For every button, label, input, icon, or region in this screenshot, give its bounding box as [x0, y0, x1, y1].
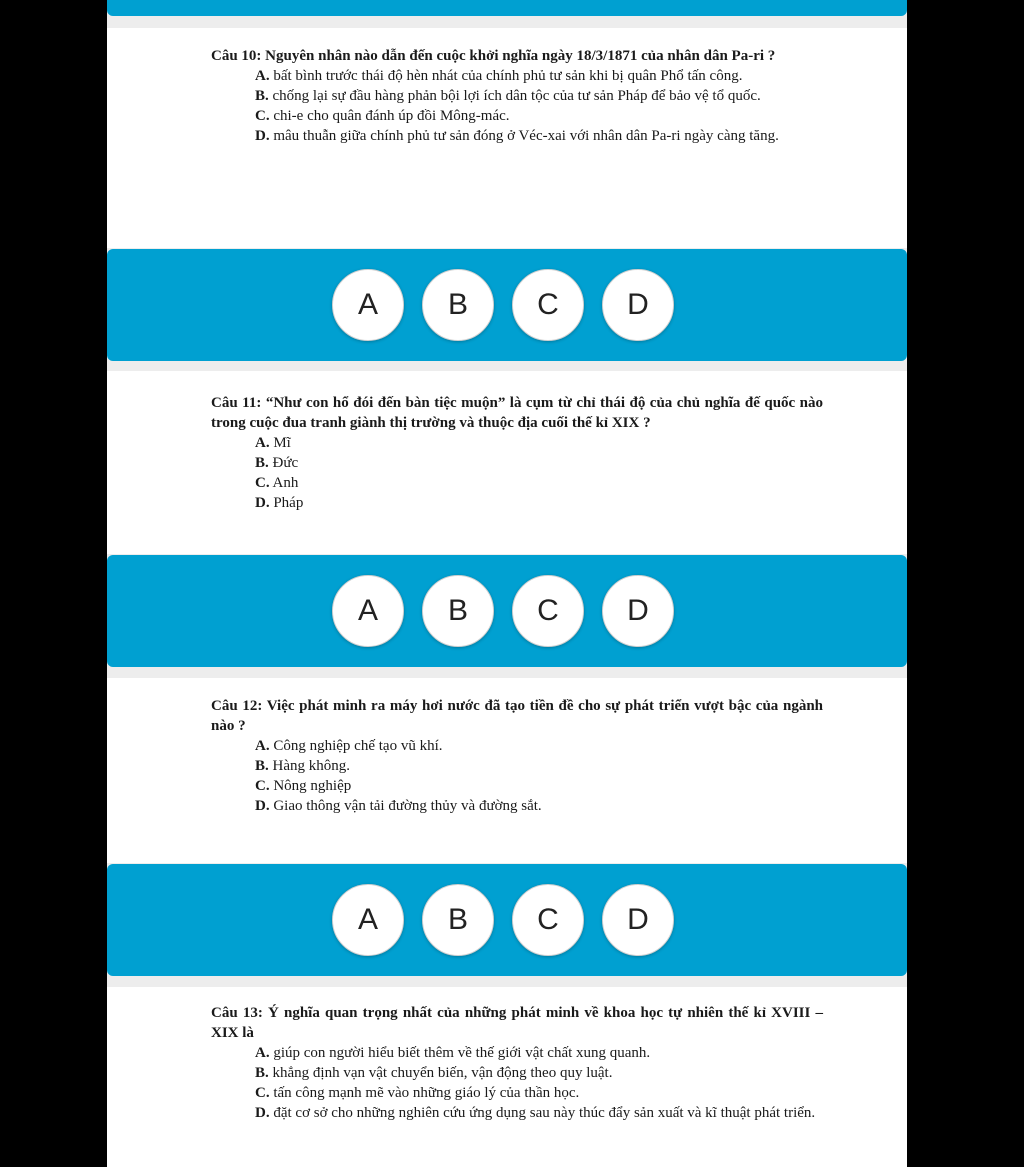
option-text: mâu thuẫn giữa chính phủ tư sản đóng ở Véc-xai với nhân dân Pa-ri ngày càng tăng.	[273, 128, 779, 144]
option-letter: B.	[255, 455, 269, 471]
answer-button-c[interactable]: C	[512, 575, 584, 647]
option-text: tấn công mạnh mẽ vào những giáo lý của thần học.	[273, 1085, 580, 1101]
question-card-12	[107, 678, 907, 863]
option-text: đặt cơ sở cho những nghiên cứu ứng dụng sau này thúc đẩy sản xuất và kĩ thuật phát triển.	[273, 1105, 816, 1121]
question-title	[211, 46, 823, 66]
option-c	[211, 106, 823, 126]
option-letter: B.	[255, 758, 269, 774]
answer-choices	[332, 884, 674, 956]
option-text: chống lại sự đầu hàng phản bội lợi ích dân tộc của tư sản Pháp để bảo vệ tổ quốc.	[272, 88, 761, 104]
option-letter: A.	[255, 68, 270, 84]
option-text: Hàng không.	[272, 758, 351, 774]
answer-button-a[interactable]: A	[332, 884, 404, 956]
question-13	[211, 1003, 823, 1123]
answer-button-d[interactable]: D	[602, 884, 674, 956]
option-letter: A.	[255, 738, 270, 754]
question-text: Ý nghĩa quan trọng nhất của những phát minh về khoa học tự nhiên thế kỉ XVIII – XIX là	[211, 1005, 823, 1041]
option-text: Pháp	[273, 495, 304, 511]
question-number: Câu 12:	[211, 698, 263, 714]
answer-choices	[332, 575, 674, 647]
option-letter: C.	[255, 108, 270, 124]
question-card-13	[107, 987, 907, 1167]
question-card-11	[107, 371, 907, 554]
option-b	[211, 756, 823, 776]
option-c	[211, 473, 823, 493]
option-d	[211, 796, 823, 816]
question-text: Nguyên nhân nào dẫn đến cuộc khởi nghĩa ngày 18/3/1871 của nhân dân Pa-ri ?	[265, 48, 776, 64]
option-text: Giao thông vận tải đường thủy và đường sắt.	[273, 798, 542, 814]
option-d	[211, 126, 823, 146]
option-text: Nông nghiệp	[273, 778, 352, 794]
option-letter: D.	[255, 128, 270, 144]
question-card-10	[107, 28, 907, 248]
question-11	[211, 393, 823, 513]
option-text: khẳng định vạn vật chuyển biến, vận động theo quy luật.	[272, 1065, 613, 1081]
quiz-page	[107, 0, 907, 1167]
option-b	[211, 1063, 823, 1083]
option-letter: C.	[255, 475, 270, 491]
option-text: giúp con người hiểu biết thêm về thế giới vật chất xung quanh.	[273, 1045, 651, 1061]
option-b	[211, 86, 823, 106]
option-letter: D.	[255, 798, 270, 814]
question-text: “Như con hổ đói đến bàn tiệc muộn” là cụm từ chỉ thái độ của chủ nghĩa đế quốc nào trong cuộc đua tranh giành thị trường và thuộc địa cuối thế kỉ XIX ?	[211, 395, 824, 431]
answer-choices	[332, 269, 674, 341]
question-number: Câu 10:	[211, 48, 262, 64]
option-text: Đức	[272, 455, 299, 471]
option-letter: B.	[255, 1065, 269, 1081]
option-text: bất bình trước thái độ hèn nhát của chính phủ tư sản khi bị quân Phổ tấn công.	[273, 68, 743, 84]
option-a	[211, 736, 823, 756]
option-text: Công nghiệp chế tạo vũ khí.	[273, 738, 443, 754]
answer-band-11	[107, 555, 907, 667]
answer-button-a[interactable]: A	[332, 575, 404, 647]
question-title	[211, 393, 823, 433]
option-a	[211, 433, 823, 453]
answer-button-c[interactable]: C	[512, 269, 584, 341]
question-number: Câu 13:	[211, 1005, 263, 1021]
option-letter: C.	[255, 778, 270, 794]
answer-band-10	[107, 249, 907, 361]
option-text: Mĩ	[273, 435, 291, 451]
option-letter: C.	[255, 1085, 270, 1101]
option-d	[211, 493, 823, 513]
option-letter: A.	[255, 1045, 270, 1061]
question-number: Câu 11:	[211, 395, 262, 411]
answer-button-b[interactable]: B	[422, 575, 494, 647]
answer-button-b[interactable]: B	[422, 884, 494, 956]
answer-button-d[interactable]: D	[602, 269, 674, 341]
question-10	[211, 46, 823, 146]
option-a	[211, 66, 823, 86]
option-letter: A.	[255, 435, 270, 451]
answer-button-c[interactable]: C	[512, 884, 584, 956]
answer-button-d[interactable]: D	[602, 575, 674, 647]
option-letter: D.	[255, 1105, 270, 1121]
option-c	[211, 776, 823, 796]
answer-button-b[interactable]: B	[422, 269, 494, 341]
option-letter: B.	[255, 88, 269, 104]
top-bar	[107, 0, 907, 16]
option-text: chi-e cho quân đánh úp đồi Mông-mác.	[273, 108, 510, 124]
option-b	[211, 453, 823, 473]
option-c	[211, 1083, 823, 1103]
option-a	[211, 1043, 823, 1063]
question-text: Việc phát minh ra máy hơi nước đã tạo tiền đề cho sự phát triển vượt bậc của ngành nào ?	[211, 698, 824, 734]
answer-band-12	[107, 864, 907, 976]
answer-button-a[interactable]: A	[332, 269, 404, 341]
question-title	[211, 696, 823, 736]
option-letter: D.	[255, 495, 270, 511]
question-12	[211, 696, 823, 816]
question-title	[211, 1003, 823, 1043]
option-d	[211, 1103, 823, 1123]
option-text: Anh	[272, 475, 299, 491]
